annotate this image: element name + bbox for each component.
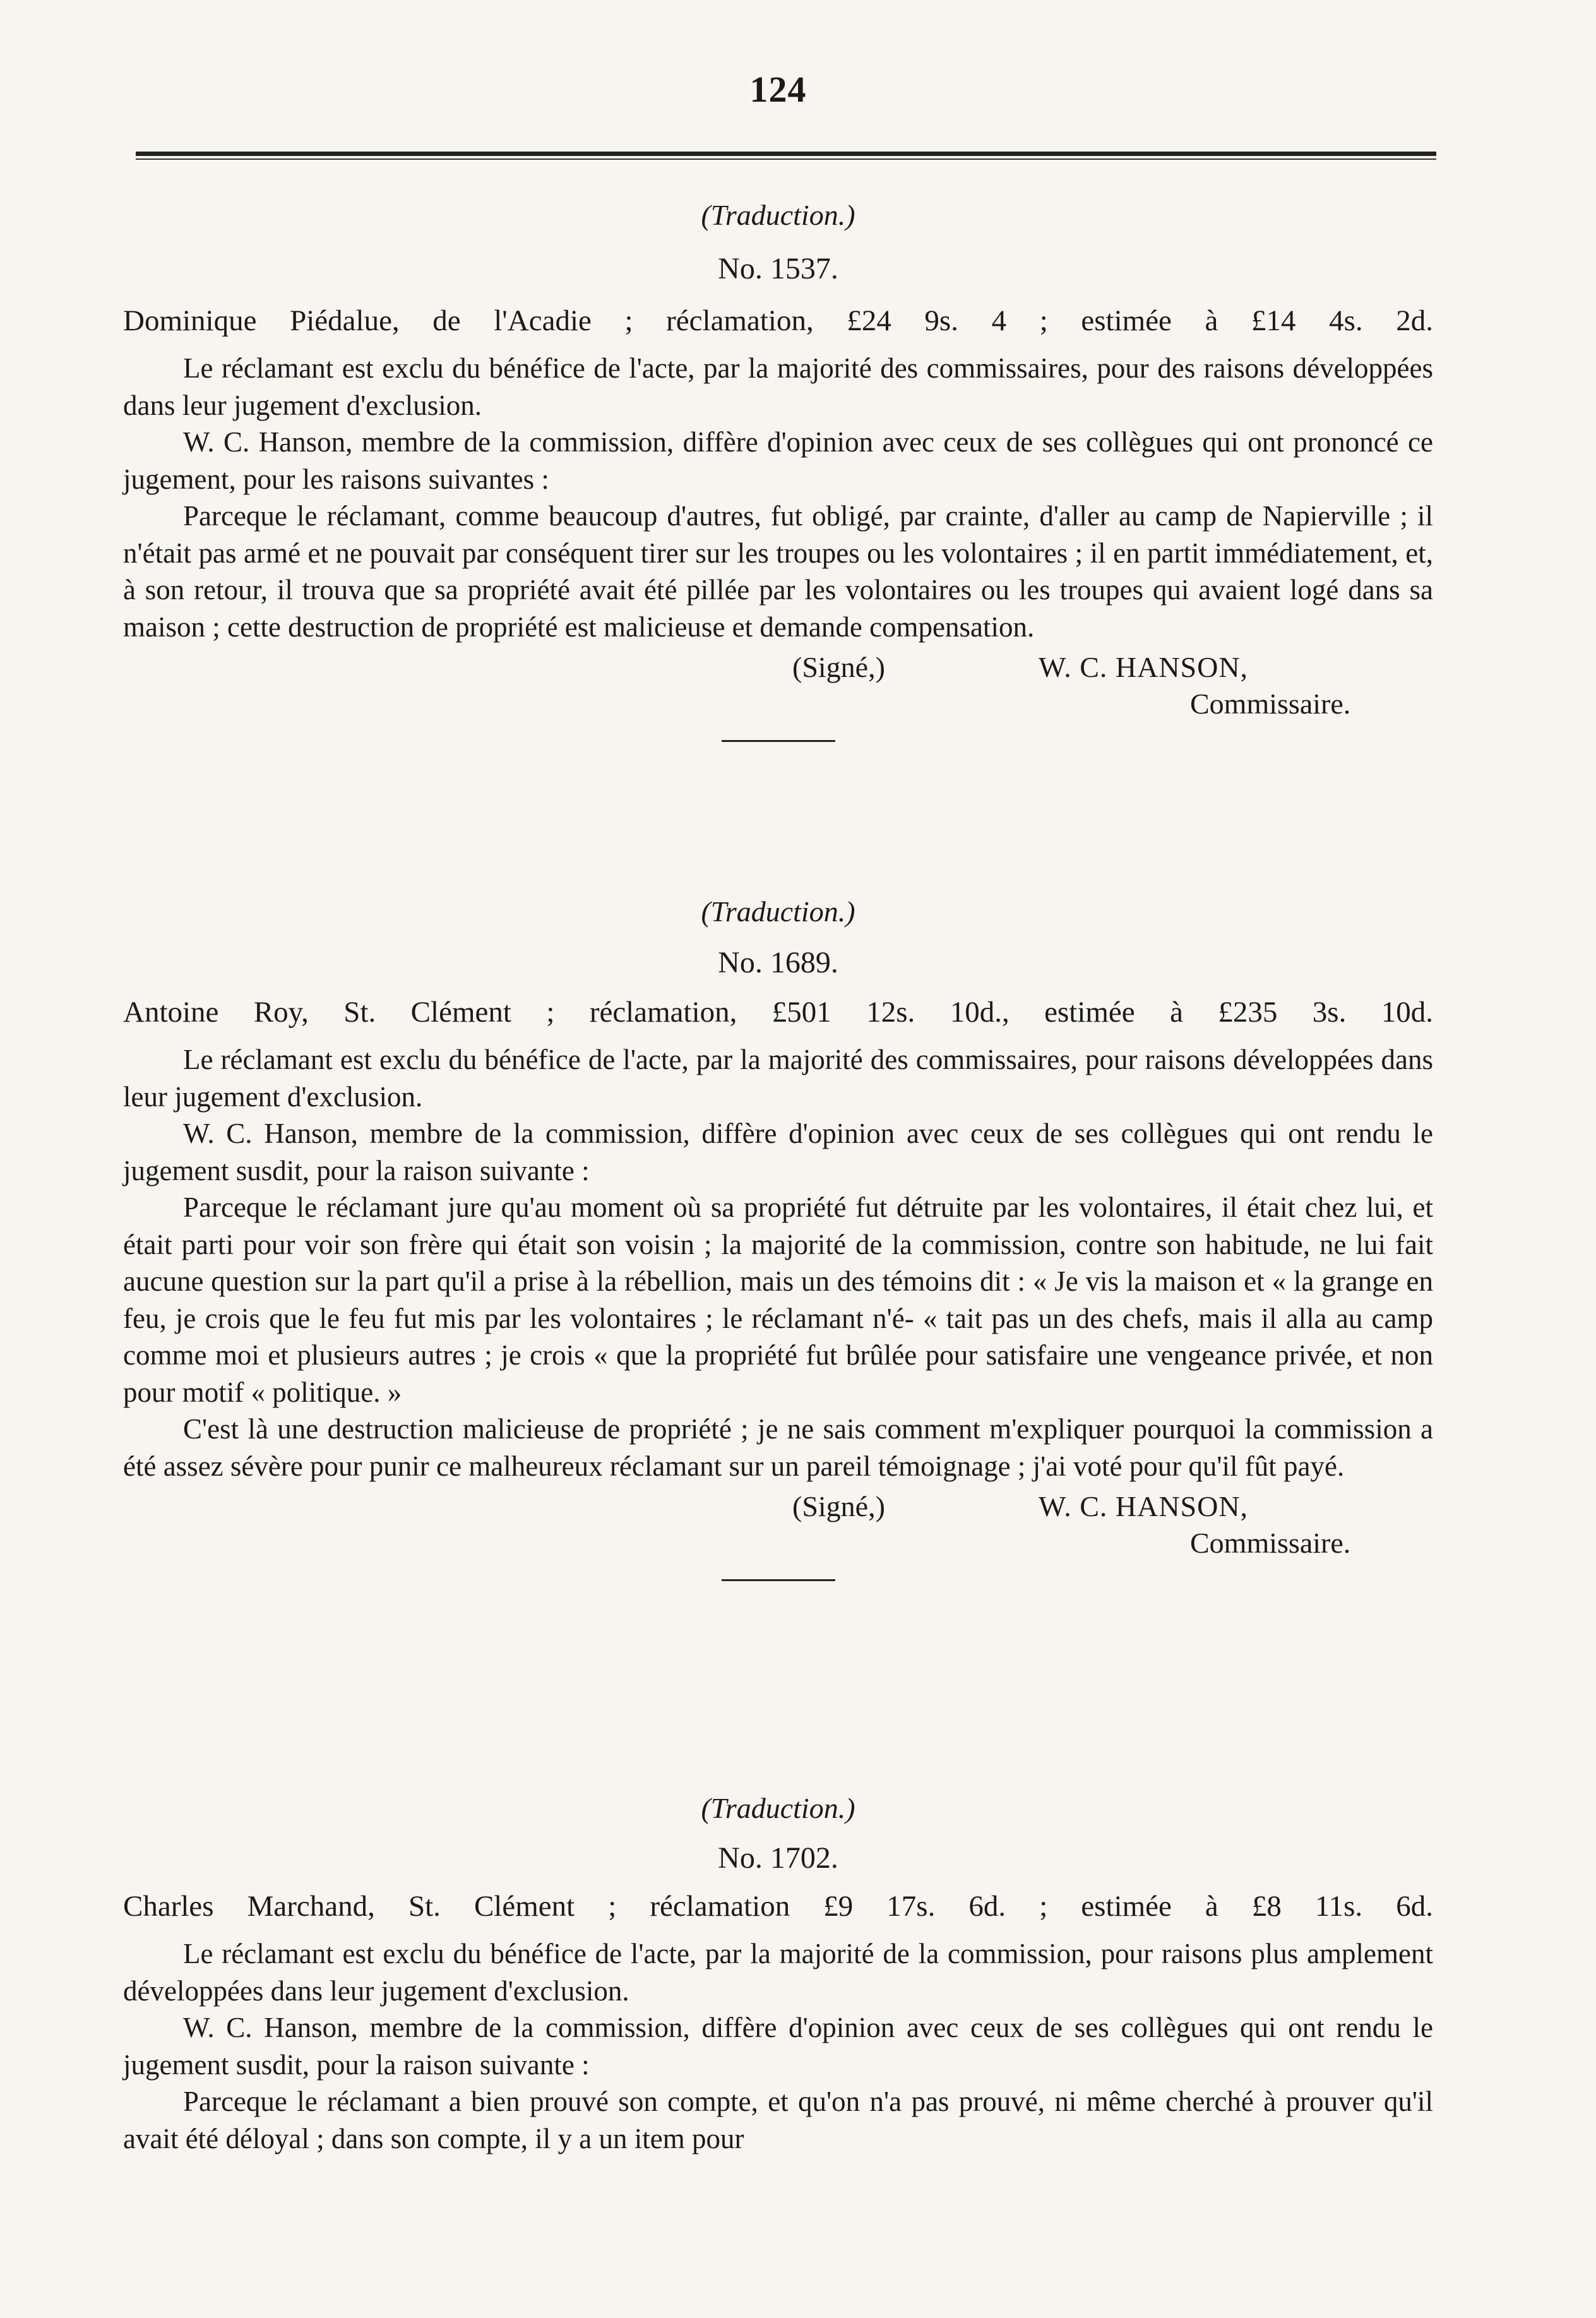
signer-name: W. C. HANSON, xyxy=(1039,651,1249,683)
signer-title: Commissaire. xyxy=(1190,688,1351,720)
entry-number: No. 1689. xyxy=(718,946,838,979)
entry-number: No. 1537. xyxy=(718,252,838,285)
entry-number: No. 1702. xyxy=(718,1841,838,1875)
paragraph: W. C. Hanson, membre de la commission, diffère d'opinion avec ceux de ses collègues qui ont prononcé ce jugement, pour les raisons suivantes : xyxy=(123,426,1433,495)
paragraph: C'est là une destruction malicieuse de propriété ; je ne sais comment m'expliquer pourquoi la commission a été assez sévère pour punir ce malheureux réclamant sur un pareil témoignage ; j'ai voté pour qu'il fût payé. xyxy=(123,1413,1433,1482)
entry-1702 xyxy=(123,1790,1433,2157)
signature-block xyxy=(123,1485,1433,1560)
section-separator xyxy=(722,1579,835,1581)
translation-heading: (Traduction.) xyxy=(701,895,855,928)
paragraph: Parceque le réclamant jure qu'au moment où sa propriété fut détruite par les volontaires, il était chez lui, et était parti pour voir son frère qui était son voisin ; la majorité de la commission, contre son habitude, ne lui fait aucune question sur la part qu'il a prise à la rébellion, mais un des témoins dit : « Je vis la maison et « la grange en feu, je crois que le feu fut mis par les volontaires ; le réclamant n'é- « tait pas un des chefs, mais il alla au camp comme moi et plusieurs autres ; je crois « que la propriété fut brûlée pour satisfaire une vengeance privée, et non pour motif « politique. » xyxy=(123,1192,1433,1408)
paragraph: Parceque le réclamant a bien prouvé son compte, et qu'on n'a pas prouvé, ni même cherché à prouver qu'il avait été déloyal ; dans son compte, il y a un item pour xyxy=(123,2086,1433,2154)
paragraph: Le réclamant est exclu du bénéfice de l'acte, par la majorité de la commission, pour raisons plus amplement développées dans leur jugement d'exclusion. xyxy=(123,1938,1433,2007)
entry-1689 xyxy=(123,893,1433,1581)
signed-label: (Signé,) xyxy=(792,651,885,683)
claim-summary: Antoine Roy, St. Clément ; réclamation, £501 12s. 10d., estimée à £235 3s. 10d. xyxy=(123,996,1433,1029)
header-rule xyxy=(136,152,1436,160)
signer-name: W. C. HANSON, xyxy=(1039,1490,1249,1522)
paragraph: Parceque le réclamant, comme beaucoup d'autres, fut obligé, par crainte, d'aller au camp de Napierville ; il n'était pas armé et ne pouvait par conséquent tirer sur les troupes ou les volontaires ; il en partit immédiatement, et, à son retour, il trouva que sa propriété avait été pillée par les volontaires ou les troupes qui avaient logé dans sa maison ; cette destruction de propriété est malicieuse et demande compensation. xyxy=(123,500,1433,643)
document-page xyxy=(123,0,1433,2318)
signed-label: (Signé,) xyxy=(792,1490,885,1522)
paragraph: W. C. Hanson, membre de la commission, diffère d'opinion avec ceux de ses collègues qui ont rendu le jugement susdit, pour la raison suivante : xyxy=(123,1118,1433,1186)
signature-block xyxy=(123,645,1433,721)
paragraph: Le réclamant est exclu du bénéfice de l'acte, par la majorité des commissaires, pour raisons développées dans leur jugement d'exclusion. xyxy=(123,1044,1433,1113)
translation-heading: (Traduction.) xyxy=(701,199,855,231)
claim-summary: Charles Marchand, St. Clément ; réclamation £9 17s. 6d. ; estimée à £8 11s. 6d. xyxy=(123,1890,1433,1923)
entry-1537 xyxy=(123,197,1433,742)
signer-title: Commissaire. xyxy=(1190,1527,1351,1559)
paragraph: Le réclamant est exclu du bénéfice de l'acte, par la majorité des commissaires, pour des raisons développées dans leur jugement d'exclusion. xyxy=(123,352,1433,421)
translation-heading: (Traduction.) xyxy=(701,1792,855,1824)
claim-summary: Dominique Piédalue, de l'Acadie ; réclamation, £24 9s. 4 ; estimée à £14 4s. 2d. xyxy=(123,304,1433,337)
page-number: 124 xyxy=(749,69,807,110)
paragraph: W. C. Hanson, membre de la commission, diffère d'opinion avec ceux de ses collègues qui ont rendu le jugement susdit, pour la raison suivante : xyxy=(123,2012,1433,2081)
section-separator xyxy=(722,740,835,742)
